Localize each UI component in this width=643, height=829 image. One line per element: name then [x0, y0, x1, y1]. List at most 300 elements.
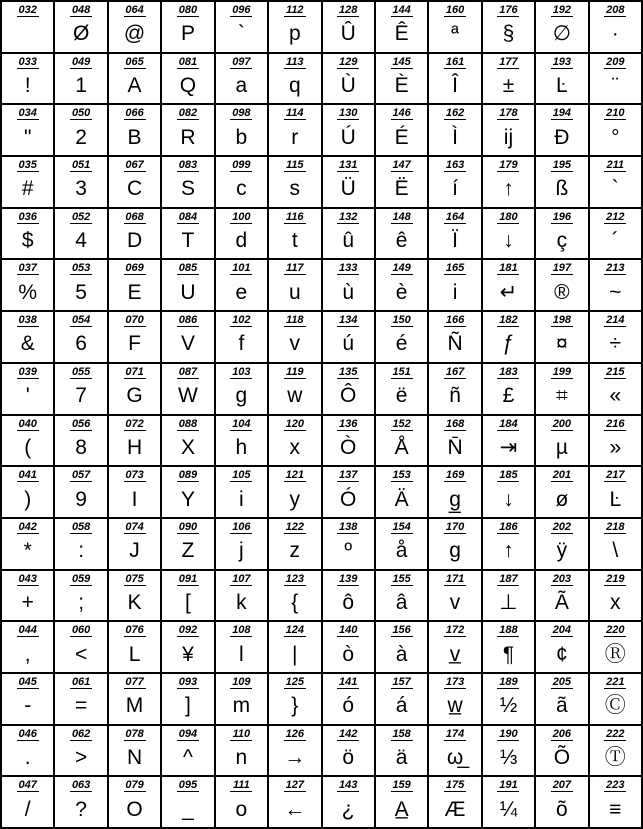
char-glyph: (	[24, 435, 32, 459]
char-glyph: x	[610, 590, 621, 614]
char-code: 119	[269, 367, 320, 378]
char-glyph: b	[235, 125, 248, 149]
char-glyph: N	[126, 745, 143, 769]
char-cell	[109, 312, 162, 364]
char-code: 090	[162, 522, 213, 533]
char-glyph: t	[291, 229, 298, 253]
char-glyph: ¿	[341, 797, 355, 821]
char-glyph: `	[611, 177, 619, 201]
char-glyph: ö	[342, 745, 355, 769]
char-glyph: J	[129, 539, 140, 563]
char-glyph: å	[395, 539, 408, 563]
char-code: 059	[55, 574, 106, 585]
char-code: 177	[483, 57, 534, 68]
char-glyph: Ü	[340, 177, 356, 201]
char-cell	[323, 209, 376, 261]
char-cell	[162, 2, 215, 54]
char-code: 191	[483, 780, 534, 791]
char-glyph: ∅	[552, 22, 572, 46]
char-glyph: °	[611, 125, 620, 149]
char-glyph: »	[609, 435, 622, 459]
char-code: 137	[323, 470, 374, 481]
char-glyph: m	[232, 694, 251, 718]
char-code: 163	[429, 160, 480, 171]
char-code: 172	[429, 625, 480, 636]
char-code: 091	[162, 574, 213, 585]
char-cell	[376, 105, 429, 157]
char-code: 034	[2, 108, 53, 119]
char-cell	[55, 312, 108, 364]
char-code: 071	[109, 367, 160, 378]
char-cell	[483, 674, 536, 726]
char-cell	[2, 157, 55, 209]
char-code: 077	[109, 677, 160, 688]
char-glyph: ↑	[503, 539, 514, 563]
char-code: 057	[55, 470, 106, 481]
char-code: 171	[429, 574, 480, 585]
char-glyph: -	[24, 694, 32, 718]
char-glyph: Ŀ	[609, 487, 622, 511]
char-cell	[55, 2, 108, 54]
char-cell	[483, 519, 536, 571]
char-cell	[269, 105, 322, 157]
char-cell	[269, 209, 322, 261]
char-code: 157	[376, 677, 427, 688]
char-cell	[216, 726, 269, 778]
char-code: 128	[323, 5, 374, 16]
char-code: 078	[109, 729, 160, 740]
char-code: 186	[483, 522, 534, 533]
char-glyph: &	[20, 332, 35, 356]
char-glyph: ⊥	[499, 590, 518, 614]
char-cell	[590, 571, 643, 623]
char-glyph: Q	[179, 74, 197, 98]
char-code: 142	[323, 729, 374, 740]
char-glyph: )	[24, 487, 32, 511]
char-glyph: +	[21, 590, 34, 614]
char-cell	[2, 260, 55, 312]
char-cell	[590, 777, 643, 829]
char-glyph: Ä	[394, 487, 409, 511]
char-code: 188	[483, 625, 534, 636]
char-glyph: {	[291, 590, 299, 614]
char-glyph: ij	[503, 125, 514, 149]
char-code: 093	[162, 677, 213, 688]
char-code: 133	[323, 263, 374, 274]
char-cell	[590, 2, 643, 54]
char-code: 086	[162, 315, 213, 326]
char-cell	[55, 260, 108, 312]
char-code: 052	[55, 212, 106, 223]
char-cell	[269, 260, 322, 312]
char-glyph: õ	[556, 797, 568, 821]
char-glyph: Ñ	[447, 332, 463, 356]
char-glyph: l	[239, 642, 244, 666]
char-code: 155	[376, 574, 427, 585]
char-cell	[483, 571, 536, 623]
char-cell	[483, 364, 536, 416]
char-glyph: ë	[395, 384, 408, 408]
char-cell	[323, 157, 376, 209]
char-cell	[429, 726, 482, 778]
char-cell	[376, 622, 429, 674]
char-glyph: É	[394, 125, 409, 149]
char-glyph: Ë	[394, 177, 409, 201]
char-glyph: µ	[555, 435, 568, 459]
char-glyph: K	[127, 590, 142, 614]
char-cell	[376, 312, 429, 364]
char-glyph: =	[74, 694, 88, 718]
char-glyph: ;	[78, 590, 85, 614]
char-code: 129	[323, 57, 374, 68]
char-cell	[269, 467, 322, 519]
char-code: 113	[269, 57, 320, 68]
char-code: 152	[376, 419, 427, 430]
char-code: 095	[162, 780, 213, 791]
char-code: 196	[536, 212, 587, 223]
char-glyph: L	[128, 642, 141, 666]
char-glyph: i	[239, 487, 244, 511]
char-cell	[323, 571, 376, 623]
char-cell	[323, 777, 376, 829]
char-cell	[109, 519, 162, 571]
char-code: 132	[323, 212, 374, 223]
char-cell	[590, 674, 643, 726]
char-glyph: *	[23, 539, 32, 563]
char-code: 106	[216, 522, 267, 533]
char-code: 082	[162, 108, 213, 119]
char-code: 115	[269, 160, 320, 171]
char-code: 100	[216, 212, 267, 223]
char-glyph: p	[288, 22, 301, 46]
char-cell	[216, 54, 269, 106]
char-cell	[109, 777, 162, 829]
char-code: 035	[2, 160, 53, 171]
char-cell	[376, 726, 429, 778]
char-glyph: $	[21, 229, 34, 253]
char-glyph: ↓	[503, 487, 514, 511]
char-cell	[269, 777, 322, 829]
char-cell	[536, 2, 589, 54]
char-glyph: Ô	[340, 384, 357, 408]
char-glyph: I	[131, 487, 138, 511]
char-cell	[216, 364, 269, 416]
char-glyph: 3	[75, 177, 87, 201]
char-cell	[429, 105, 482, 157]
char-cell	[376, 209, 429, 261]
char-cell	[269, 674, 322, 726]
char-cell	[429, 54, 482, 106]
char-cell	[2, 674, 55, 726]
char-cell	[376, 416, 429, 468]
char-code: 098	[216, 108, 267, 119]
char-glyph: Ò	[340, 435, 357, 459]
char-cell	[2, 105, 55, 157]
char-code: 192	[536, 5, 587, 16]
char-cell	[536, 364, 589, 416]
char-cell	[376, 467, 429, 519]
char-cell	[323, 726, 376, 778]
char-code: 067	[109, 160, 160, 171]
char-code: 074	[109, 522, 160, 533]
char-cell	[109, 726, 162, 778]
char-cell	[55, 54, 108, 106]
char-glyph: 2	[75, 125, 87, 149]
char-code: 138	[323, 522, 374, 533]
char-glyph: f	[238, 332, 245, 356]
char-code: 223	[590, 780, 641, 791]
char-code: 060	[55, 625, 106, 636]
char-cell	[109, 105, 162, 157]
char-code: 048	[55, 5, 106, 16]
char-code: 032	[2, 5, 53, 16]
char-code: 215	[590, 367, 641, 378]
char-code: 170	[429, 522, 480, 533]
char-code: 039	[2, 367, 53, 378]
char-cell	[2, 467, 55, 519]
char-code: 121	[269, 470, 320, 481]
char-glyph: v	[289, 332, 301, 356]
char-code: 214	[590, 315, 641, 326]
char-cell	[536, 416, 589, 468]
char-code: 097	[216, 57, 267, 68]
char-code: 107	[216, 574, 267, 585]
char-glyph: Ú	[340, 125, 356, 149]
char-code: 114	[269, 108, 320, 119]
char-cell	[590, 467, 643, 519]
char-cell	[55, 157, 108, 209]
char-cell	[269, 312, 322, 364]
char-cell	[536, 157, 589, 209]
char-glyph: ù	[342, 280, 355, 304]
char-glyph: `	[237, 22, 245, 46]
char-cell	[162, 467, 215, 519]
char-code: 120	[269, 419, 320, 430]
char-cell	[429, 2, 482, 54]
char-glyph: ←	[284, 797, 306, 821]
char-glyph: |	[292, 642, 298, 666]
char-code: 185	[483, 470, 534, 481]
char-code: 184	[483, 419, 534, 430]
char-glyph: 5	[75, 280, 87, 304]
char-code: 176	[483, 5, 534, 16]
char-glyph: V	[180, 332, 195, 356]
char-cell	[429, 519, 482, 571]
char-code: 033	[2, 57, 53, 68]
char-glyph: h	[235, 435, 248, 459]
char-glyph: 8	[75, 435, 87, 459]
char-cell	[109, 571, 162, 623]
char-glyph: Î	[452, 74, 458, 98]
char-glyph: ƒ	[502, 332, 515, 356]
char-cell	[429, 157, 482, 209]
char-code: 204	[536, 625, 587, 636]
char-glyph: M	[125, 694, 144, 718]
char-cell	[216, 622, 269, 674]
char-code: 195	[536, 160, 587, 171]
char-code: 206	[536, 729, 587, 740]
char-code: 136	[323, 419, 374, 430]
char-cell	[2, 777, 55, 829]
char-cell	[269, 726, 322, 778]
char-glyph: ω̲	[446, 745, 464, 769]
char-cell	[2, 726, 55, 778]
char-code: 108	[216, 625, 267, 636]
char-glyph: g̲	[449, 487, 461, 511]
char-cell	[590, 726, 643, 778]
char-cell	[536, 571, 589, 623]
char-cell	[55, 571, 108, 623]
char-code: 158	[376, 729, 427, 740]
char-cell	[55, 416, 108, 468]
char-glyph: ]	[185, 694, 191, 718]
char-code: 043	[2, 574, 53, 585]
char-code: 112	[269, 5, 320, 16]
char-cell	[376, 777, 429, 829]
char-glyph: ¼	[499, 797, 518, 821]
char-code: 084	[162, 212, 213, 223]
char-cell	[429, 622, 482, 674]
char-glyph: Õ	[553, 745, 571, 769]
char-glyph: }	[291, 694, 299, 718]
char-glyph: :	[78, 539, 85, 563]
char-code: 038	[2, 315, 53, 326]
char-glyph: k	[236, 590, 247, 614]
char-code: 221	[590, 677, 641, 688]
char-code: 219	[590, 574, 641, 585]
char-code: 217	[590, 470, 641, 481]
char-glyph: y	[289, 487, 301, 511]
char-code: 104	[216, 419, 267, 430]
char-cell	[162, 260, 215, 312]
char-code: 036	[2, 212, 53, 223]
char-glyph: Ù	[340, 74, 356, 98]
char-cell	[323, 674, 376, 726]
char-glyph: Û	[340, 22, 356, 46]
char-code: 134	[323, 315, 374, 326]
char-code: 070	[109, 315, 160, 326]
char-cell	[483, 312, 536, 364]
char-glyph: Ï	[452, 229, 458, 253]
char-cell	[323, 622, 376, 674]
char-cell	[429, 416, 482, 468]
char-code: 141	[323, 677, 374, 688]
char-cell	[323, 2, 376, 54]
char-code: 181	[483, 263, 534, 274]
char-glyph: W	[178, 384, 198, 408]
char-glyph: X	[180, 435, 195, 459]
char-code: 190	[483, 729, 534, 740]
char-code: 102	[216, 315, 267, 326]
char-code: 212	[590, 212, 641, 223]
char-code: 150	[376, 315, 427, 326]
char-cell	[2, 54, 55, 106]
char-glyph: @	[123, 22, 146, 46]
char-code: 126	[269, 729, 320, 740]
char-glyph: A	[127, 74, 142, 98]
char-code: 049	[55, 57, 106, 68]
char-code: 130	[323, 108, 374, 119]
char-glyph: G	[126, 384, 143, 408]
char-code: 213	[590, 263, 641, 274]
char-cell	[109, 157, 162, 209]
char-code: 040	[2, 419, 53, 430]
char-glyph: O	[126, 797, 143, 821]
char-glyph: #	[21, 177, 34, 201]
char-glyph: ¢	[556, 642, 568, 666]
char-code: 209	[590, 57, 641, 68]
char-cell	[162, 726, 215, 778]
char-cell	[590, 519, 643, 571]
char-code: 063	[55, 780, 106, 791]
char-glyph: ⌗	[555, 384, 568, 408]
char-glyph: _	[182, 797, 194, 821]
char-cell	[216, 157, 269, 209]
char-code: 207	[536, 780, 587, 791]
char-glyph: é	[395, 332, 408, 356]
char-code: 101	[216, 263, 267, 274]
char-glyph: v̲	[449, 642, 461, 666]
char-code: 166	[429, 315, 480, 326]
char-glyph: 4	[75, 229, 87, 253]
char-glyph: Đ	[554, 125, 570, 149]
char-code: 072	[109, 419, 160, 430]
char-code: 169	[429, 470, 480, 481]
char-glyph: →	[284, 745, 306, 769]
char-code: 153	[376, 470, 427, 481]
char-cell	[2, 2, 55, 54]
char-cell	[216, 571, 269, 623]
char-cell	[55, 674, 108, 726]
char-glyph: Ó	[340, 487, 357, 511]
char-cell	[536, 209, 589, 261]
char-glyph: Y	[180, 487, 195, 511]
char-glyph: ª	[451, 22, 459, 46]
char-code: 145	[376, 57, 427, 68]
char-cell	[109, 467, 162, 519]
char-cell	[429, 364, 482, 416]
char-cell	[2, 209, 55, 261]
char-cell	[269, 416, 322, 468]
char-code: 220	[590, 625, 641, 636]
char-cell	[162, 622, 215, 674]
char-code: 051	[55, 160, 106, 171]
char-glyph: ®	[554, 280, 570, 304]
char-code: 151	[376, 367, 427, 378]
char-cell	[109, 2, 162, 54]
char-cell	[536, 260, 589, 312]
char-code: 210	[590, 108, 641, 119]
char-glyph: á	[395, 694, 408, 718]
char-cell	[323, 364, 376, 416]
char-code: 140	[323, 625, 374, 636]
char-cell	[269, 622, 322, 674]
char-glyph: ñ	[449, 384, 461, 408]
char-glyph: â	[395, 590, 408, 614]
char-cell	[216, 674, 269, 726]
char-code: 099	[216, 160, 267, 171]
char-code: 159	[376, 780, 427, 791]
char-glyph: º	[344, 539, 353, 563]
char-cell	[376, 260, 429, 312]
char-glyph: ó	[342, 694, 355, 718]
char-cell	[590, 622, 643, 674]
char-glyph: ç	[556, 229, 568, 253]
char-cell	[2, 364, 55, 416]
char-code: 111	[216, 780, 267, 791]
char-code: 198	[536, 315, 587, 326]
char-code: 202	[536, 522, 587, 533]
